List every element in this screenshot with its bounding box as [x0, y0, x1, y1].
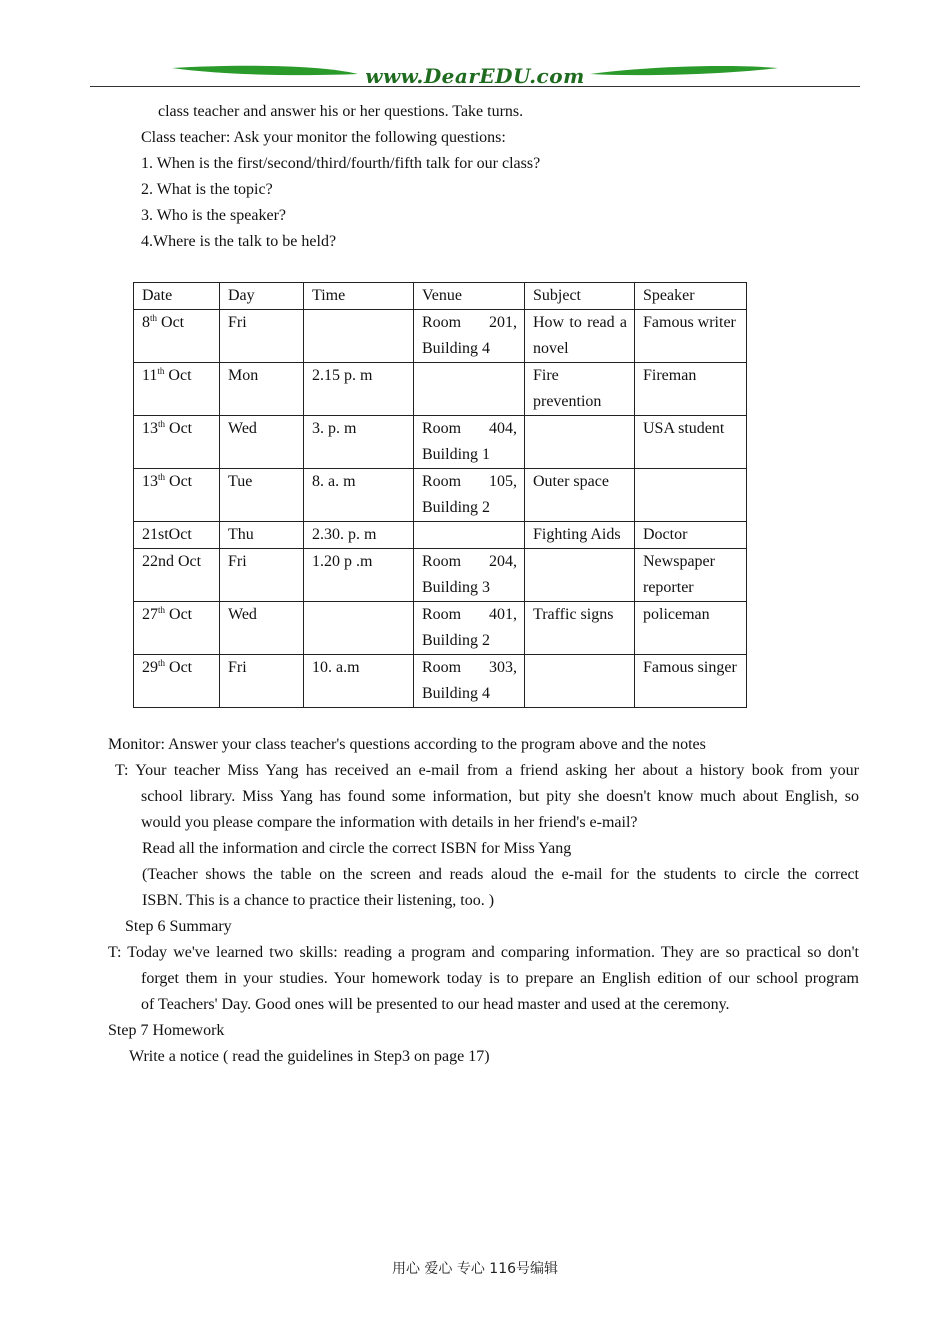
cell-venue	[414, 416, 525, 469]
date-number: 27	[142, 606, 158, 623]
monitor-instruction: Monitor: Answer your class teacher's questions according to the program above and the notes	[108, 736, 706, 753]
cell-time: 2.15 p. m	[304, 363, 414, 416]
date-month: Oct	[165, 659, 193, 676]
teacher-shows-line-2: ISBN. This is a chance to practice their listening, too. )	[142, 892, 495, 909]
table-row	[134, 469, 747, 522]
venue-building: Building 4	[422, 685, 491, 702]
teacher-shows-line-1: (Teacher shows the table on the screen and reads aloud the e-mail for the students to circle the correct	[142, 866, 859, 883]
question-4: 4.Where is the talk to be held?	[141, 233, 337, 250]
cell-venue	[414, 602, 525, 655]
page-footer: 用心 爱心 专心 116号编辑	[391, 1261, 559, 1277]
venue-room-number: 401,	[489, 606, 517, 623]
table-row	[134, 416, 747, 469]
cell-date	[134, 655, 220, 708]
summary-line-3: of Teachers' Day. Good ones will be presented to our head master and used at the ceremony.	[141, 996, 730, 1013]
column-header-day: Day	[220, 283, 304, 310]
cell-day: Mon	[220, 363, 304, 416]
venue-room-number: 204,	[489, 553, 517, 570]
date-ordinal-suffix: th	[158, 658, 166, 668]
venue-room-label: Room	[422, 659, 462, 676]
cell-speaker: Doctor	[635, 522, 747, 549]
cell-venue	[414, 469, 525, 522]
cell-time: 3. p. m	[304, 416, 414, 469]
teacher-paragraph-line-2: school library. Miss Yang has found some information, but pity she doesn't know much about English, so	[141, 788, 859, 805]
summary-line-2: forget them in your studies. Your homework today is to prepare an English edition of our school program	[141, 970, 859, 987]
cell-speaker: Fireman	[635, 363, 747, 416]
table-row	[134, 655, 747, 708]
table-header-row	[134, 283, 747, 310]
cell-day: Fri	[220, 310, 304, 363]
table-row	[134, 522, 747, 549]
talk-program-table	[133, 282, 747, 708]
cell-time	[304, 310, 414, 363]
header-divider	[90, 86, 860, 87]
venue-room-label: Room	[422, 553, 462, 570]
table-row	[134, 363, 747, 416]
cell-time	[304, 602, 414, 655]
cell-venue	[414, 310, 525, 363]
cell-subject: Outer space	[525, 469, 635, 522]
venue-room-number: 404,	[489, 420, 517, 437]
date-ordinal-suffix: th	[150, 313, 158, 323]
cell-speaker	[635, 469, 747, 522]
question-1: 1. When is the first/second/third/fourth/fifth talk for our class?	[141, 155, 541, 172]
column-header-venue: Venue	[414, 283, 525, 310]
cell-venue	[414, 522, 525, 549]
table-row	[134, 549, 747, 602]
step-7-heading: Step 7 Homework	[108, 1022, 225, 1039]
venue-building: Building 4	[422, 340, 491, 357]
cell-subject	[525, 655, 635, 708]
date-ordinal-suffix: th	[158, 605, 166, 615]
column-header-speaker: Speaker	[635, 283, 747, 310]
venue-room-number: 201,	[489, 314, 517, 331]
venue-building: Building 2	[422, 632, 491, 649]
date-number: 13	[142, 473, 158, 490]
cell-date	[134, 549, 220, 602]
venue-room-label: Room	[422, 420, 462, 437]
cell-time: 8. a. m	[304, 469, 414, 522]
column-header-subject: Subject	[525, 283, 635, 310]
date-month: Oct	[165, 606, 193, 623]
table-row	[134, 602, 747, 655]
cell-speaker: Famous writer	[635, 310, 747, 363]
cell-day: Thu	[220, 522, 304, 549]
homework-instruction: Write a notice ( read the guidelines in Step3 on page 17)	[129, 1048, 490, 1065]
date-ordinal-suffix: th	[158, 472, 166, 482]
cell-date	[134, 469, 220, 522]
cell-date	[134, 363, 220, 416]
site-logo-text[interactable]: www.DearEDU.com	[365, 64, 585, 88]
cell-speaker: USA student	[635, 416, 747, 469]
date-number: 13	[142, 420, 158, 437]
teacher-paragraph-line-1: T: Your teacher Miss Yang has received an e-mail from a friend asking her about a history book from your	[115, 762, 859, 779]
date-month: Oct	[164, 367, 192, 384]
cell-venue	[414, 363, 525, 416]
venue-room-number: 303,	[489, 659, 517, 676]
cell-time: 1.20 p .m	[304, 549, 414, 602]
venue-building: Building 1	[422, 446, 491, 463]
cell-speaker: Famous singer	[635, 655, 747, 708]
date-number: 21stOct	[142, 526, 192, 543]
intro-line-1: class teacher and answer his or her questions. Take turns.	[158, 103, 524, 120]
cell-subject	[525, 549, 635, 602]
cell-speaker: policeman	[635, 602, 747, 655]
cell-venue	[414, 549, 525, 602]
cell-day: Wed	[220, 416, 304, 469]
column-header-date: Date	[134, 283, 220, 310]
step-6-heading: Step 6 Summary	[125, 918, 232, 935]
question-3: 3. Who is the speaker?	[141, 207, 286, 224]
date-month: Oct	[165, 420, 193, 437]
cell-time: 2.30. p. m	[304, 522, 414, 549]
venue-building: Building 2	[422, 499, 491, 516]
table-row	[134, 310, 747, 363]
cell-day: Wed	[220, 602, 304, 655]
cell-day: Fri	[220, 549, 304, 602]
cell-date	[134, 310, 220, 363]
cell-speaker: Newspaper reporter	[635, 549, 747, 602]
venue-building: Building 3	[422, 579, 491, 596]
date-number: 29	[142, 659, 158, 676]
cell-subject: Traffic signs	[525, 602, 635, 655]
intro-line-2: Class teacher: Ask your monitor the following questions:	[141, 129, 506, 146]
cell-date	[134, 522, 220, 549]
cell-date	[134, 602, 220, 655]
question-2: 2. What is the topic?	[141, 181, 273, 198]
cell-time: 10. a.m	[304, 655, 414, 708]
page-header	[90, 62, 860, 90]
summary-line-1: T: Today we've learned two skills: reading a program and comparing information. They are so practical so don't	[108, 944, 859, 961]
cell-venue	[414, 655, 525, 708]
venue-room-label: Room	[422, 473, 462, 490]
venue-room-label: Room	[422, 606, 462, 623]
venue-room-label: Room	[422, 314, 462, 331]
date-ordinal-suffix: th	[158, 419, 166, 429]
date-number: 8	[142, 314, 150, 331]
column-header-time: Time	[304, 283, 414, 310]
teacher-paragraph-line-3: would you please compare the information with details in her friend's e-mail?	[141, 814, 638, 831]
date-ordinal-suffix: th	[157, 366, 165, 376]
read-instruction: Read all the information and circle the correct ISBN for Miss Yang	[142, 840, 572, 857]
cell-subject: Fighting Aids	[525, 522, 635, 549]
date-month: Oct	[157, 314, 185, 331]
cell-subject	[525, 416, 635, 469]
date-number: 11	[142, 367, 158, 384]
venue-room-number: 105,	[489, 473, 517, 490]
cell-subject: Fire prevention	[525, 363, 635, 416]
date-number: 22nd Oct	[142, 553, 202, 570]
cell-day: Fri	[220, 655, 304, 708]
cell-subject: How to read a novel	[525, 310, 635, 363]
cell-date	[134, 416, 220, 469]
date-month: Oct	[165, 473, 193, 490]
cell-day: Tue	[220, 469, 304, 522]
